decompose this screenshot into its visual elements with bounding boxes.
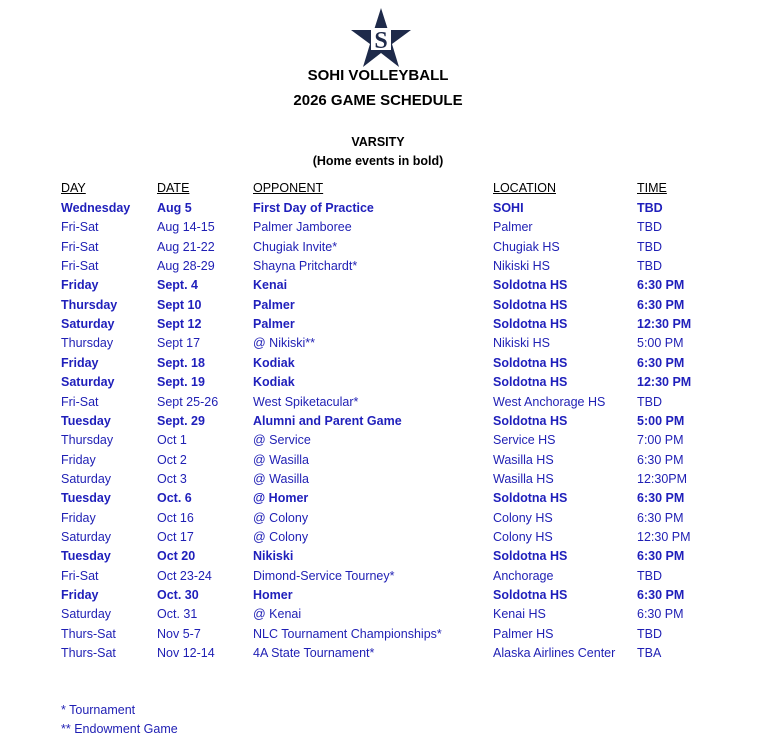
row-location: Palmer [493, 220, 533, 235]
row-opponent: @ Wasilla [253, 471, 309, 486]
row-opponent: Kodiak [253, 355, 295, 370]
column-header-opponent: OPPONENT [253, 181, 324, 195]
svg-text:S: S [374, 28, 388, 54]
row-day: Friday [61, 278, 99, 293]
row-time: 6:30 PM [637, 355, 685, 370]
row-time: 7:00 PM [637, 433, 684, 448]
row-time: 6:30 PM [637, 607, 684, 622]
row-date: Oct 17 [157, 529, 194, 544]
row-date: Oct 16 [157, 510, 194, 525]
row-opponent: Nikiski [253, 549, 294, 564]
table-row [0, 220, 771, 239]
row-date: Sept. 19 [157, 375, 205, 390]
row-opponent: Kodiak [253, 375, 295, 390]
table-row [0, 414, 771, 433]
row-opponent: @ Nikiski** [253, 336, 315, 351]
row-time: 5:00 PM [637, 336, 684, 351]
row-date: Oct. 6 [157, 491, 192, 506]
column-header-time: TIME [637, 181, 667, 195]
row-day: Fri-Sat [61, 568, 99, 583]
row-time: TBD [637, 201, 663, 215]
schedule-title: 2026 GAME SCHEDULE [293, 92, 463, 109]
table-row [0, 395, 771, 414]
row-location: Kenai HS [493, 607, 546, 622]
row-day: Saturday [61, 529, 112, 544]
row-location: Soldotna HS [493, 355, 568, 370]
row-opponent: First Day of Practice [253, 201, 374, 215]
row-date: Sept 25-26 [157, 394, 219, 409]
row-day: Fri-Sat [61, 394, 99, 409]
row-opponent: @ Colony [253, 510, 309, 525]
table-row [0, 375, 771, 394]
row-day: Fri-Sat [61, 220, 99, 235]
row-location: Nikiski HS [493, 336, 550, 351]
row-day: Thursday [61, 336, 114, 351]
table-row [0, 201, 771, 220]
row-location: Service HS [493, 433, 556, 448]
row-opponent: Kenai [253, 278, 288, 293]
row-day: Saturday [61, 375, 115, 390]
row-day: Friday [61, 355, 99, 370]
row-location: Chugiak HS [493, 239, 560, 254]
table-row [0, 298, 771, 317]
row-date: Oct 2 [157, 452, 187, 467]
row-date: Sept. 29 [157, 413, 205, 428]
row-location: Colony HS [493, 510, 553, 525]
table-row [0, 433, 771, 452]
column-header-date: DATE [157, 181, 190, 195]
section-heading: VARSITY [351, 135, 405, 149]
row-date: Nov 5-7 [157, 626, 201, 641]
row-opponent: 4A State Tournament* [253, 646, 375, 661]
row-location: Soldotna HS [493, 278, 568, 293]
row-date: Sept 12 [157, 317, 202, 332]
row-location: West Anchorage HS [493, 394, 606, 409]
table-row [0, 336, 771, 355]
row-opponent: Dimond-Service Tourney* [253, 568, 395, 583]
table-row [0, 317, 771, 336]
row-date: Oct 1 [157, 433, 187, 448]
row-day: Fri-Sat [61, 259, 99, 274]
row-day: Tuesday [61, 491, 111, 506]
row-date: Oct. 30 [157, 588, 199, 602]
row-day: Thursday [61, 297, 118, 312]
row-date: Oct. 31 [157, 607, 198, 622]
row-opponent: Homer [253, 588, 293, 602]
row-location: SOHI [493, 201, 524, 215]
footnote-endowment: ** Endowment Game [61, 722, 178, 736]
row-time: 6:30 PM [637, 588, 685, 602]
row-opponent: @ Kenai [253, 607, 302, 622]
footnote-tournament: * Tournament [61, 703, 136, 717]
row-day: Tuesday [61, 549, 111, 564]
table-row [0, 607, 771, 626]
row-date: Oct 20 [157, 549, 196, 564]
row-location: Soldotna HS [493, 491, 568, 506]
row-day: Saturday [61, 317, 115, 332]
row-time: 12:30 PM [637, 375, 692, 390]
table-row [0, 259, 771, 278]
row-location: Soldotna HS [493, 588, 568, 602]
row-date: Aug 5 [157, 201, 192, 215]
row-time: 12:30PM [637, 471, 688, 486]
row-opponent: @ Service [253, 433, 311, 448]
row-opponent: Palmer [253, 297, 295, 312]
row-location: Wasilla HS [493, 471, 554, 486]
row-location: Soldotna HS [493, 375, 568, 390]
row-time: TBA [637, 646, 662, 661]
row-day: Tuesday [61, 413, 111, 428]
row-time: TBD [637, 220, 662, 235]
row-date: Oct 23-24 [157, 568, 212, 583]
table-row [0, 491, 771, 510]
row-time: TBD [637, 626, 662, 641]
table-row [0, 472, 771, 491]
row-time: TBD [637, 259, 662, 274]
row-date: Nov 12-14 [157, 646, 215, 661]
row-date: Sept 17 [157, 336, 201, 351]
table-row [0, 569, 771, 588]
row-day: Friday [61, 452, 96, 467]
column-header-location: LOCATION [493, 181, 556, 195]
row-location: Soldotna HS [493, 317, 568, 332]
row-time: TBD [637, 394, 662, 409]
column-header-day: DAY [61, 181, 86, 195]
row-date: Aug 14-15 [157, 220, 215, 235]
row-time: 12:30 PM [637, 317, 692, 332]
row-opponent: Shayna Pritchardt* [253, 259, 358, 274]
row-time: 5:00 PM [637, 413, 685, 428]
table-row [0, 530, 771, 549]
row-time: 6:30 PM [637, 278, 685, 293]
row-day: Thursday [61, 433, 114, 448]
row-day: Saturday [61, 471, 112, 486]
row-day: Saturday [61, 607, 112, 622]
row-location: Alaska Airlines Center [493, 646, 616, 661]
row-time: 6:30 PM [637, 452, 684, 467]
row-day: Thurs-Sat [61, 626, 116, 641]
row-time: 12:30 PM [637, 529, 691, 544]
page-title: SOHI VOLLEYBALL [307, 67, 449, 84]
row-date: Aug 28-29 [157, 259, 215, 274]
table-row [0, 588, 771, 607]
row-opponent: @ Homer [253, 491, 309, 506]
row-opponent: NLC Tournament Championships* [253, 626, 442, 641]
table-row [0, 453, 771, 472]
table-row [0, 240, 771, 259]
row-location: Soldotna HS [493, 549, 568, 564]
row-date: Sept. 18 [157, 355, 205, 370]
row-location: Palmer HS [493, 626, 554, 641]
row-location: Colony HS [493, 529, 553, 544]
row-location: Wasilla HS [493, 452, 554, 467]
table-row [0, 511, 771, 530]
row-date: Sept 10 [157, 297, 202, 312]
sohi-star-logo [349, 6, 413, 70]
table-row [0, 627, 771, 646]
row-date: Oct 3 [157, 471, 187, 486]
row-opponent: Palmer [253, 317, 295, 332]
row-time: 6:30 PM [637, 297, 685, 312]
row-opponent: @ Colony [253, 529, 309, 544]
row-opponent: West Spiketacular* [253, 394, 359, 409]
row-day: Wednesday [61, 201, 131, 215]
row-time: 6:30 PM [637, 491, 685, 506]
row-day: Friday [61, 588, 99, 602]
row-opponent: Alumni and Parent Game [253, 413, 402, 428]
row-time: 6:30 PM [637, 549, 685, 564]
row-opponent: Palmer Jamboree [253, 220, 352, 235]
row-day: Thurs-Sat [61, 646, 116, 661]
row-time: TBD [637, 239, 662, 254]
home-events-note: (Home events in bold) [312, 154, 444, 168]
row-day: Friday [61, 510, 96, 525]
row-opponent: @ Wasilla [253, 452, 309, 467]
row-date: Sept. 4 [157, 278, 198, 293]
row-day: Fri-Sat [61, 239, 99, 254]
row-opponent: Chugiak Invite* [253, 239, 338, 254]
row-location: Nikiski HS [493, 259, 550, 274]
row-date: Aug 21-22 [157, 239, 215, 254]
row-location: Soldotna HS [493, 297, 568, 312]
row-location: Soldotna HS [493, 413, 568, 428]
table-row [0, 646, 771, 665]
row-location: Anchorage [493, 568, 554, 583]
star-logo-icon [349, 6, 413, 70]
table-row [0, 549, 771, 568]
row-time: 6:30 PM [637, 510, 684, 525]
row-time: TBD [637, 568, 662, 583]
table-row [0, 356, 771, 375]
table-row [0, 278, 771, 297]
